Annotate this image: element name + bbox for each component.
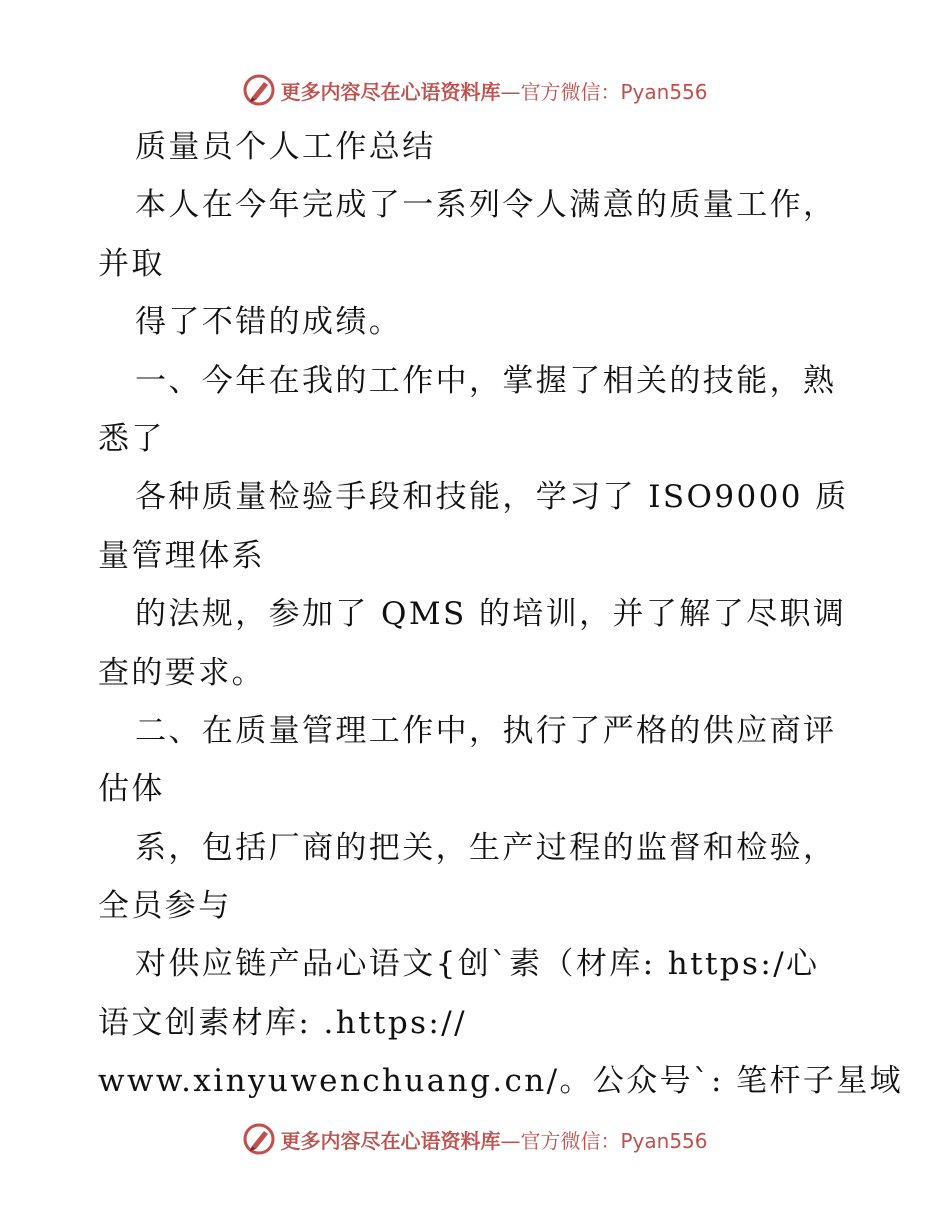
watermark-brand: 更多内容尽在心语资料库 bbox=[280, 1128, 501, 1153]
text-line: 并取 bbox=[98, 245, 165, 282]
footer-watermark-banner bbox=[0, 1119, 950, 1159]
text-line: 悉了 bbox=[98, 420, 165, 457]
pen-logo-icon bbox=[242, 73, 276, 107]
text-line: 本人在今年完成了一系列令人满意的质量工作， bbox=[135, 187, 837, 224]
text-line: 各种质量检验手段和技能，学习了 ISO9000 质 bbox=[135, 479, 849, 516]
text-line: 得了不错的成绩。 bbox=[135, 304, 403, 341]
pen-logo-icon bbox=[242, 1122, 276, 1156]
header-watermark-text bbox=[280, 76, 707, 105]
text-line: 系，包括厂商的把关，生产过程的监督和检验， bbox=[135, 829, 837, 866]
text-line: 语文创素材库: .https:// bbox=[98, 1004, 467, 1041]
watermark-wechat-label: 官方微信： bbox=[520, 79, 621, 104]
watermark-wechat-id: Pyan556 bbox=[620, 79, 708, 104]
text-line: 的法规，参加了 QMS 的培训，并了解了尽职调 bbox=[135, 596, 847, 633]
watermark-dash: — bbox=[500, 79, 521, 104]
watermark-dash: — bbox=[500, 1128, 521, 1153]
text-line: 二、在质量管理工作中，执行了严格的供应商评 bbox=[135, 712, 837, 749]
text-line: 对供应链产品心语文{创`素（材库: https:/心 bbox=[135, 946, 820, 983]
watermark-wechat-id: Pyan556 bbox=[620, 1128, 708, 1153]
text-line: www.xinyuwenchuang.cn/。公众号`: 笔杆子星域 bbox=[98, 1063, 904, 1100]
text-line: 估体 bbox=[98, 771, 165, 808]
text-line: 一、今年在我的工作中，掌握了相关的技能，熟 bbox=[135, 362, 837, 399]
text-line: 量管理体系 bbox=[98, 537, 265, 574]
document-body bbox=[98, 118, 904, 1111]
watermark-brand: 更多内容尽在心语资料库 bbox=[280, 79, 501, 104]
text-line: 质量员个人工作总结 bbox=[135, 129, 436, 165]
header-watermark-banner bbox=[0, 70, 950, 110]
text-line: 查的要求。 bbox=[98, 654, 265, 691]
watermark-wechat-label: 官方微信： bbox=[520, 1128, 621, 1153]
text-line: 全员参与 bbox=[98, 888, 232, 925]
footer-watermark-text bbox=[280, 1125, 707, 1154]
